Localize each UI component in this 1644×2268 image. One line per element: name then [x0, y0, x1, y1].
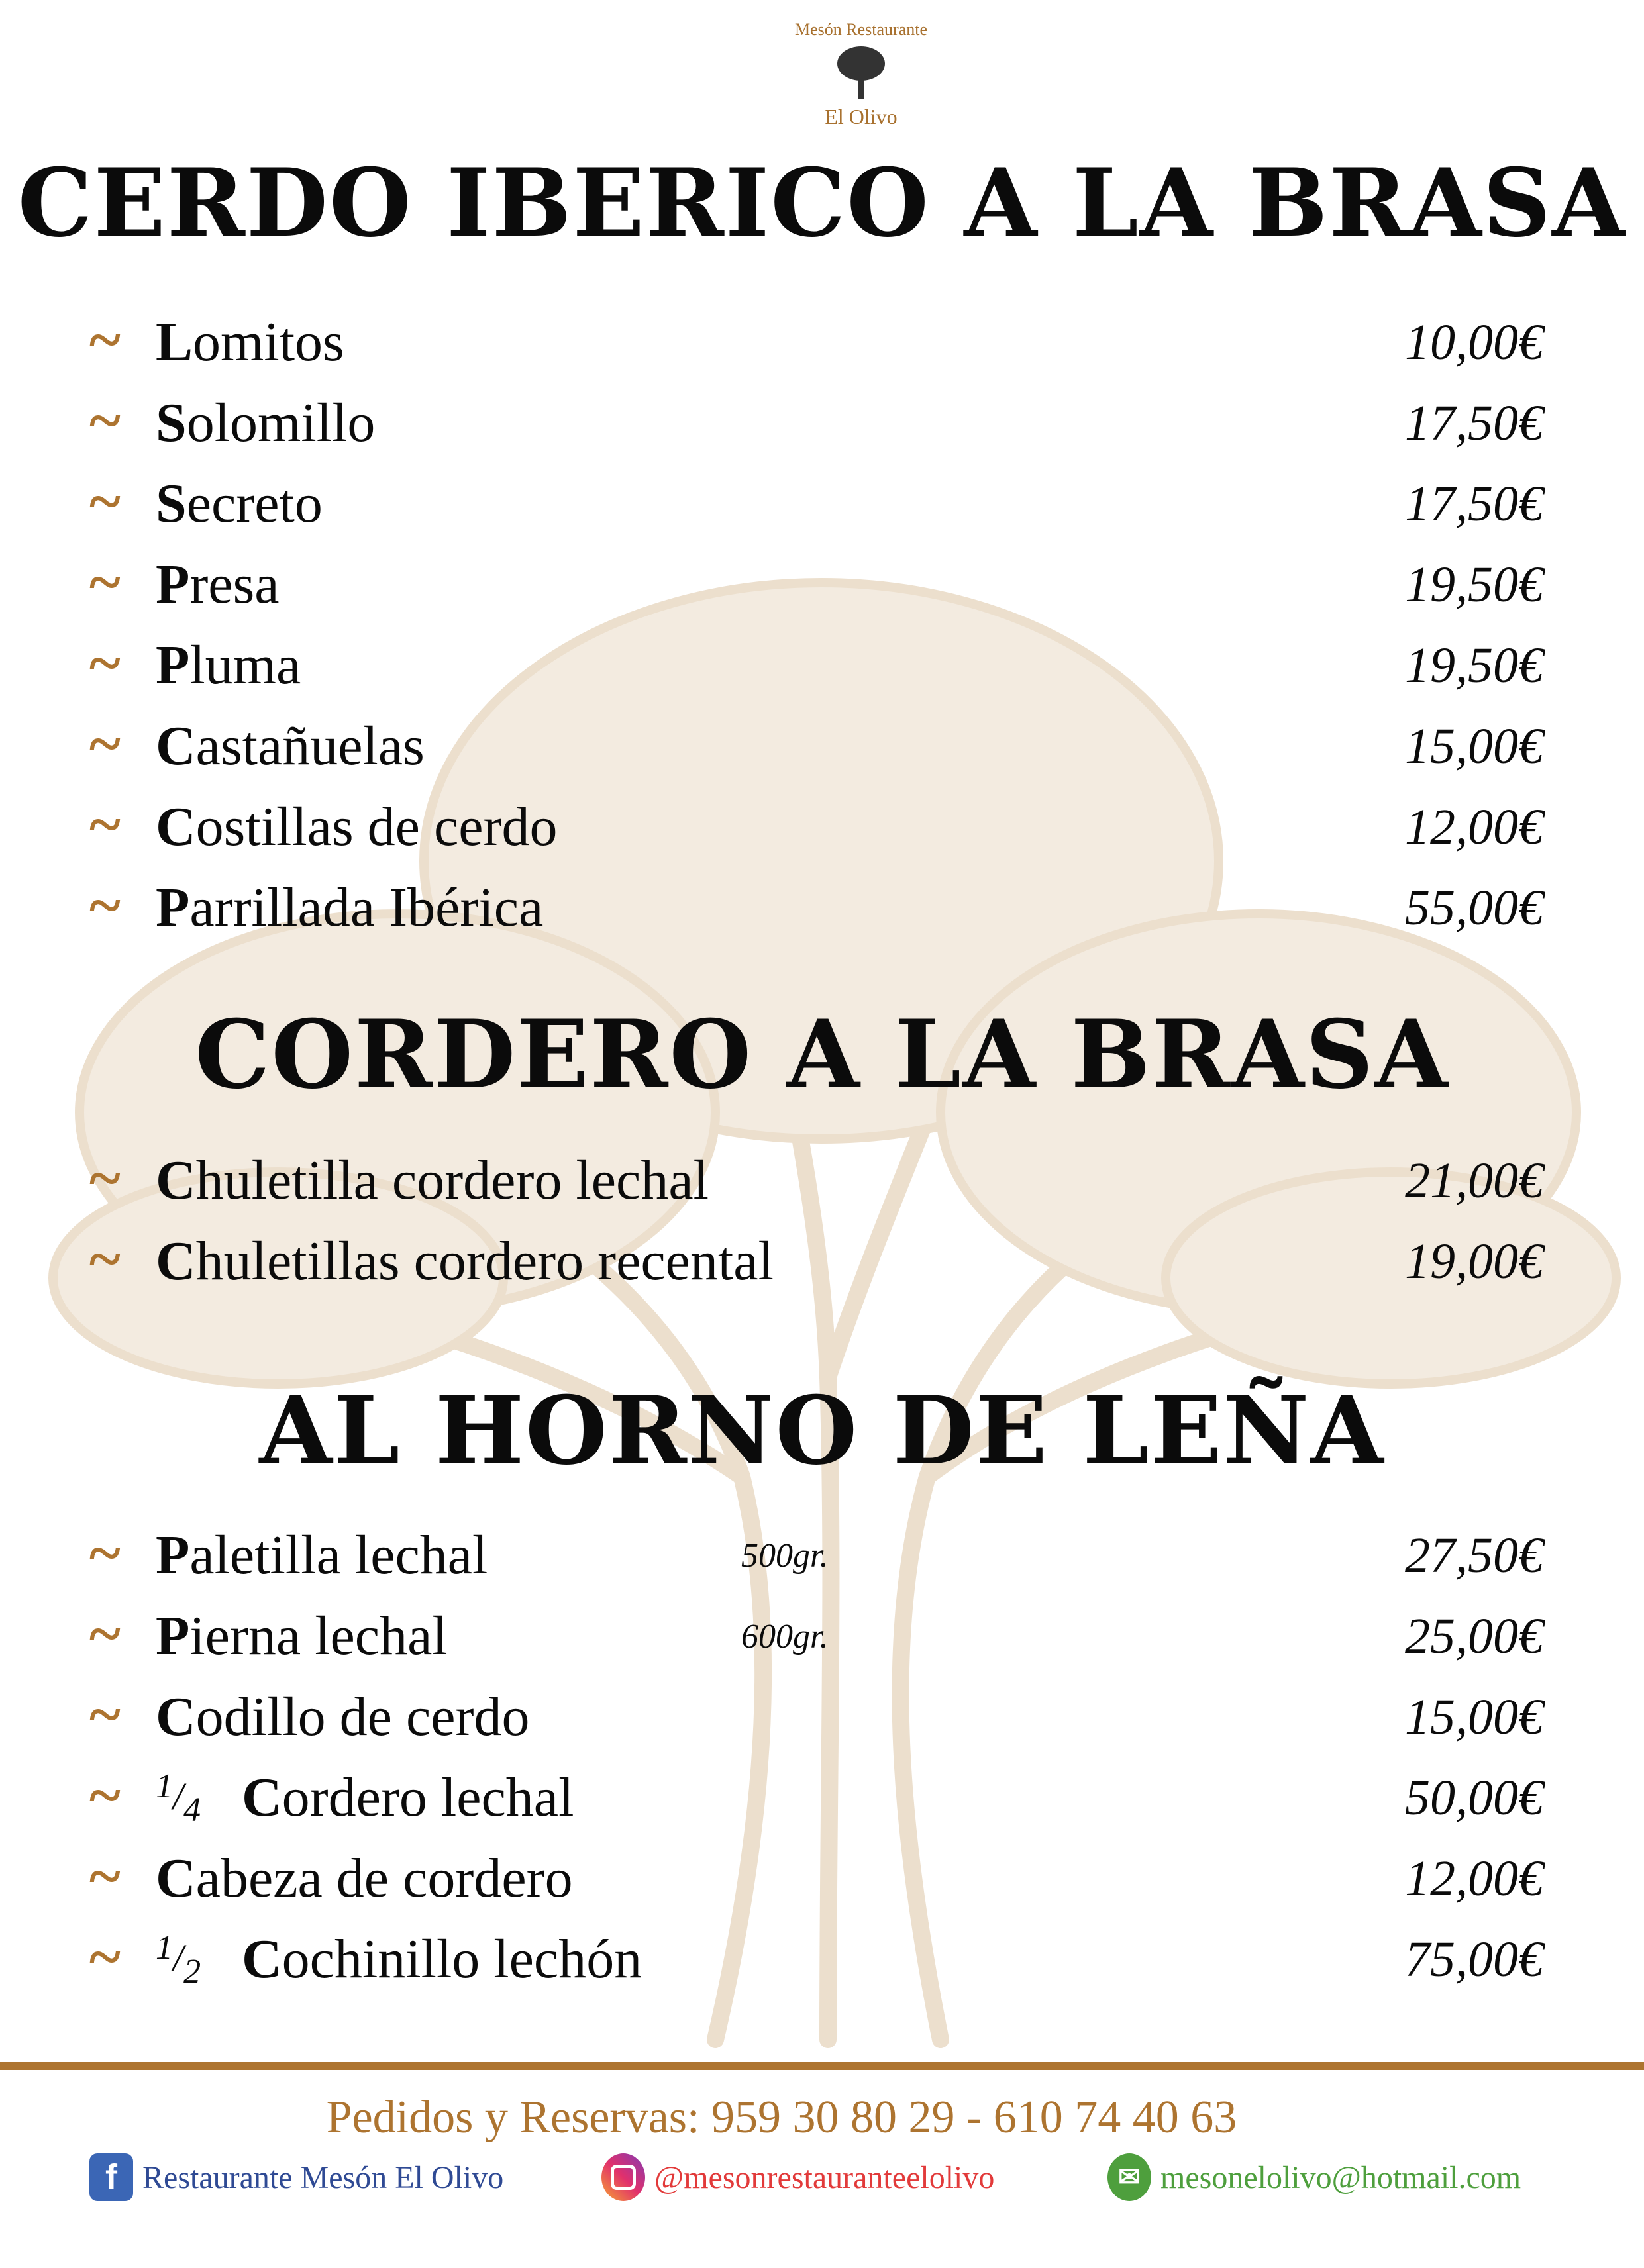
portion-fraction: $^1/_2$ [156, 1928, 201, 1991]
item-price: 50,00€ [1405, 1769, 1543, 1826]
item-price: 10,00€ [1405, 314, 1543, 370]
item-price: 21,00€ [1405, 1152, 1543, 1208]
item-price: 27,50€ [1405, 1527, 1543, 1583]
item-name: Cordero lechal [242, 1767, 574, 1828]
tilde-bullet-icon: ~ [89, 711, 121, 777]
item-name: Chuletillas cordero recental [156, 1230, 774, 1292]
tilde-bullet-icon: ~ [89, 873, 121, 938]
facebook-text: Restaurante Mesón El Olivo [142, 2159, 504, 2195]
menu-item [89, 387, 1543, 460]
menu-item [89, 1842, 1543, 1915]
tilde-bullet-icon: ~ [89, 550, 121, 615]
email-link[interactable] [1107, 2153, 1521, 2201]
instagram-icon [601, 2153, 645, 2201]
orders-phone: Pedidos y Reservas: 959 30 80 29 - 610 74 40 63 [326, 2092, 1237, 2143]
item-name: Codillo de cerdo [156, 1686, 530, 1748]
item-weight: 500gr. [741, 1536, 829, 1575]
logo-name: El Olivo [825, 105, 898, 128]
fraction-denominator: 4 [183, 1791, 201, 1829]
tilde-bullet-icon: ~ [89, 1226, 121, 1292]
portion-fraction: $^1/_4$ [156, 1767, 201, 1829]
fraction-numerator: 1 [156, 1767, 173, 1805]
item-name: Costillas de cerdo [156, 796, 558, 858]
email-text: mesonelolivo@hotmail.com [1160, 2159, 1521, 2195]
tilde-bullet-icon: ~ [89, 307, 121, 373]
section-title-cerdo: CERDO IBERICO A LA BRASA [17, 148, 1627, 258]
footer-divider [0, 2062, 1644, 2070]
fraction-denominator: 2 [183, 1952, 201, 1991]
restaurant-logo [795, 20, 927, 136]
menu-item [89, 1681, 1543, 1753]
item-name: Castañuelas [156, 715, 425, 777]
item-name: Paletilla lechal [156, 1524, 488, 1586]
tilde-bullet-icon: ~ [89, 1146, 121, 1211]
section-title-horno: AL HORNO DE LEÑA [259, 1376, 1385, 1486]
tilde-bullet-icon: ~ [89, 1601, 121, 1667]
tree-logo-icon [831, 42, 891, 102]
tilde-bullet-icon: ~ [89, 469, 121, 534]
item-price: 19,00€ [1405, 1233, 1543, 1289]
menu-item [89, 1923, 1543, 1996]
menu-item [89, 306, 1543, 379]
item-name: Cochinillo lechón [242, 1928, 642, 1990]
menu-item [89, 710, 1543, 783]
item-name: Solomillo [156, 392, 376, 454]
mail-icon: ✉ [1107, 2153, 1151, 2201]
menu-item [89, 791, 1543, 863]
item-price: 15,00€ [1405, 1689, 1543, 1745]
tilde-bullet-icon: ~ [89, 1682, 121, 1748]
menu-item [89, 629, 1543, 702]
item-name: Cabeza de cordero [156, 1848, 573, 1909]
menu-item [89, 1761, 1543, 1834]
item-name: Parrillada Ibérica [156, 877, 544, 938]
tilde-bullet-icon: ~ [89, 1520, 121, 1586]
menu-item [89, 1144, 1543, 1217]
menu-item [89, 1519, 1543, 1592]
item-price: 55,00€ [1405, 879, 1543, 936]
menu-item [89, 871, 1543, 944]
logo-arc-text: Mesón Restaurante [795, 20, 928, 39]
item-price: 12,00€ [1405, 799, 1543, 855]
fraction-numerator: 1 [156, 1928, 173, 1967]
item-price: 17,50€ [1405, 395, 1543, 451]
item-price: 25,00€ [1405, 1608, 1543, 1664]
item-price: 75,00€ [1405, 1931, 1543, 1987]
tilde-bullet-icon: ~ [89, 1763, 121, 1828]
item-name: Secreto [156, 473, 323, 534]
menu-item [89, 1225, 1543, 1298]
tilde-bullet-icon: ~ [89, 630, 121, 696]
menu-item [89, 1600, 1543, 1673]
section-title-cordero: CORDERO A LA BRASA [195, 1000, 1449, 1110]
tilde-bullet-icon: ~ [89, 1924, 121, 1990]
item-price: 19,50€ [1405, 637, 1543, 693]
menu-item [89, 468, 1543, 540]
tilde-bullet-icon: ~ [89, 388, 121, 454]
facebook-icon: f [89, 2153, 133, 2201]
item-price: 19,50€ [1405, 556, 1543, 613]
item-weight: 600gr. [741, 1617, 829, 1655]
facebook-link[interactable] [89, 2153, 503, 2201]
item-price: 12,00€ [1405, 1850, 1543, 1906]
menu-item [89, 548, 1543, 621]
tilde-bullet-icon: ~ [89, 792, 121, 858]
item-name: Presa [156, 554, 280, 615]
item-name: Lomitos [156, 311, 344, 373]
instagram-text: @mesonrestauranteelolivo [654, 2159, 995, 2195]
item-name: Pluma [156, 634, 301, 696]
item-price: 17,50€ [1405, 475, 1543, 532]
instagram-link[interactable] [601, 2153, 994, 2201]
item-price: 15,00€ [1405, 718, 1543, 774]
tilde-bullet-icon: ~ [89, 1844, 121, 1909]
item-name: Chuletilla cordero lechal [156, 1150, 709, 1211]
item-name: Pierna lechal [156, 1605, 448, 1667]
